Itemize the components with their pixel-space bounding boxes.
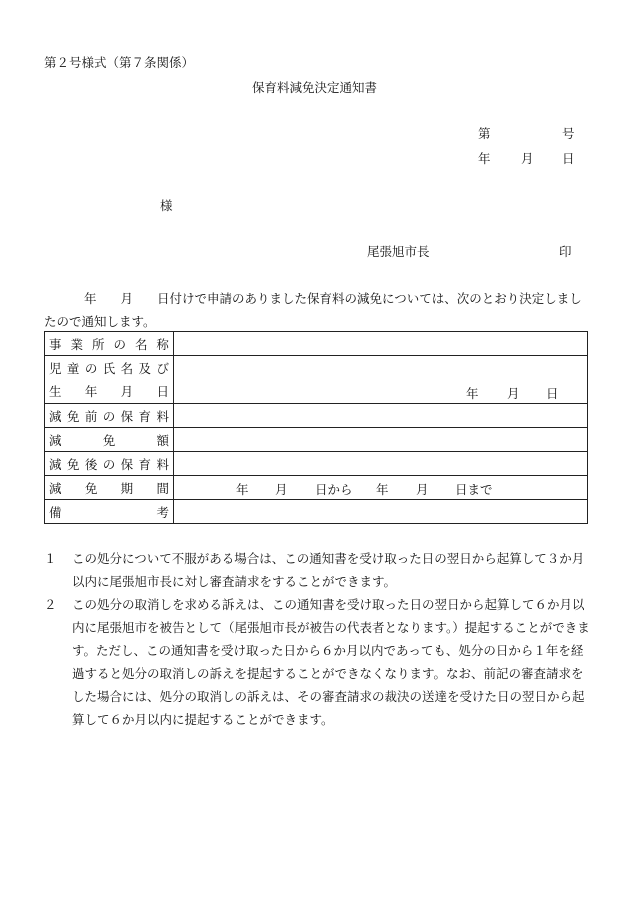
ref-number-suffix: 号	[562, 126, 575, 141]
before-fee-label-char: 前	[84, 408, 98, 424]
after-fee-label-char: 後	[84, 456, 98, 472]
period-end-day: 日まで	[455, 482, 493, 497]
before-fee-label	[49, 407, 169, 425]
after-fee-label-char: 料	[156, 456, 169, 472]
addressee-honorific: 様	[160, 198, 173, 213]
before-fee-label-char: 免	[66, 408, 80, 424]
reduction-amount-value	[174, 428, 588, 452]
period-value	[178, 476, 583, 499]
birth-date-label-char: 年	[84, 384, 98, 399]
note-item	[44, 593, 590, 731]
before-fee-label-char: 料	[156, 408, 169, 424]
ref-number-prefix: 第	[478, 126, 491, 141]
before-fee-label-char: 保	[120, 408, 134, 424]
intro-month: 月	[120, 291, 134, 306]
birth-date-label	[49, 380, 169, 403]
child-name-label-char: 及	[138, 361, 152, 376]
period-label-char: 期	[120, 480, 134, 496]
facility-value	[174, 332, 588, 356]
form-number: 第２号様式（第７条関係）	[44, 55, 195, 70]
period-label-char: 減	[49, 480, 62, 496]
before-fee-label-char: 育	[138, 408, 152, 424]
before-fee-label-char: の	[102, 408, 116, 424]
date-day: 日	[562, 151, 575, 166]
birth-date-label-char: 月	[120, 384, 134, 399]
facility-label	[49, 335, 169, 353]
table-row-after-fee	[45, 452, 588, 476]
date-year: 年	[478, 151, 491, 166]
note-text: この処分の取消しを求める訴えは、この通知書を受け取った日の翌日から起算して６か月以内に尾張旭市を被告として（尾張旭市長が被告の代表者となります。）提起することができます。ただし、この通知書を受け取った日から６か月以内であっても、処分の日から１年を経過すると処分の取消しの訴えを提起することができなくなります。なお、前記の審査請求をした場合には、処分の取消しの訴えは、その審査請求の裁決の送達を受けた日の翌日から起算して６か月以内に提起することができます。	[72, 597, 590, 727]
period-start-year: 年	[236, 482, 249, 497]
table-row-before-fee	[45, 404, 588, 428]
date-month: 月	[521, 151, 534, 166]
after-fee-label-char: 減	[49, 456, 62, 472]
intro-paragraph	[44, 287, 590, 333]
table-row-reduction	[45, 428, 588, 452]
period-label-char: 免	[84, 480, 98, 496]
child-name-label-char: 氏	[102, 361, 116, 376]
note-text: この処分について不服がある場合は、この通知書を受け取った日の翌日から起算して３か月以内に尾張旭市長に対し審査請求をすることができます。	[72, 551, 585, 589]
reduction-amount-label	[49, 431, 169, 449]
period-end-month: 月	[416, 482, 429, 497]
reduction-table	[44, 331, 588, 524]
child-name-label-char: の	[84, 361, 98, 376]
facility-label-char: 称	[156, 336, 169, 352]
reduction-amount-label-char: 額	[156, 432, 169, 448]
after-fee-label-char: 保	[120, 456, 134, 472]
remarks-label	[49, 503, 169, 521]
remarks-value	[174, 500, 588, 524]
document-title: 保育料減免決定通知書	[252, 80, 378, 95]
birth-year: 年	[466, 386, 479, 401]
note-item	[44, 547, 590, 593]
facility-label-char: 事	[49, 336, 62, 352]
period-start-month: 月	[275, 482, 288, 497]
after-fee-value	[174, 452, 588, 476]
table-row-child	[45, 356, 588, 404]
remarks-label-char: 考	[156, 504, 169, 520]
facility-label-char: 業	[70, 336, 83, 352]
period-label-char: 間	[156, 480, 169, 496]
period-start-day: 日から	[315, 482, 353, 497]
remarks-label-char: 備	[49, 504, 62, 520]
note-number: ２	[44, 597, 57, 612]
birth-day: 日	[546, 386, 559, 401]
before-fee-label-char: 減	[49, 408, 62, 424]
after-fee-label-char: の	[102, 456, 116, 472]
sender-name: 尾張旭市長	[367, 244, 430, 259]
birth-date-label-char: 生	[49, 384, 62, 399]
intro-year: 年	[84, 291, 97, 306]
child-name-label-char: び	[156, 361, 169, 376]
seal-mark: 印	[559, 244, 572, 259]
facility-label-char: の	[113, 336, 126, 352]
table-row-facility	[45, 332, 588, 356]
after-fee-label-char: 育	[138, 456, 152, 472]
table-row-period	[45, 476, 588, 500]
birth-month: 月	[507, 386, 520, 401]
child-name-label-char: 童	[66, 361, 80, 376]
reduction-amount-label-char: 免	[102, 432, 116, 448]
period-label	[49, 479, 169, 497]
child-name-label	[49, 357, 169, 380]
period-end-year: 年	[376, 482, 389, 497]
birth-date-value	[178, 380, 583, 403]
note-number: １	[44, 551, 57, 566]
after-fee-label-char: 免	[66, 456, 80, 472]
after-fee-label	[49, 455, 169, 473]
facility-label-char: 所	[91, 336, 105, 352]
table-row-remarks	[45, 500, 588, 524]
before-fee-value	[174, 404, 588, 428]
facility-label-char: 名	[134, 336, 148, 352]
birth-date-label-char: 日	[156, 384, 169, 399]
notes-section	[44, 547, 590, 731]
child-name-label-char: 児	[49, 361, 62, 376]
intro-text: 日付けで申請のありました保育料の減免については、次のとおり決定しましたので通知します。	[44, 291, 582, 329]
child-name-label-char: 名	[120, 361, 134, 376]
reduction-amount-label-char: 減	[49, 432, 62, 448]
